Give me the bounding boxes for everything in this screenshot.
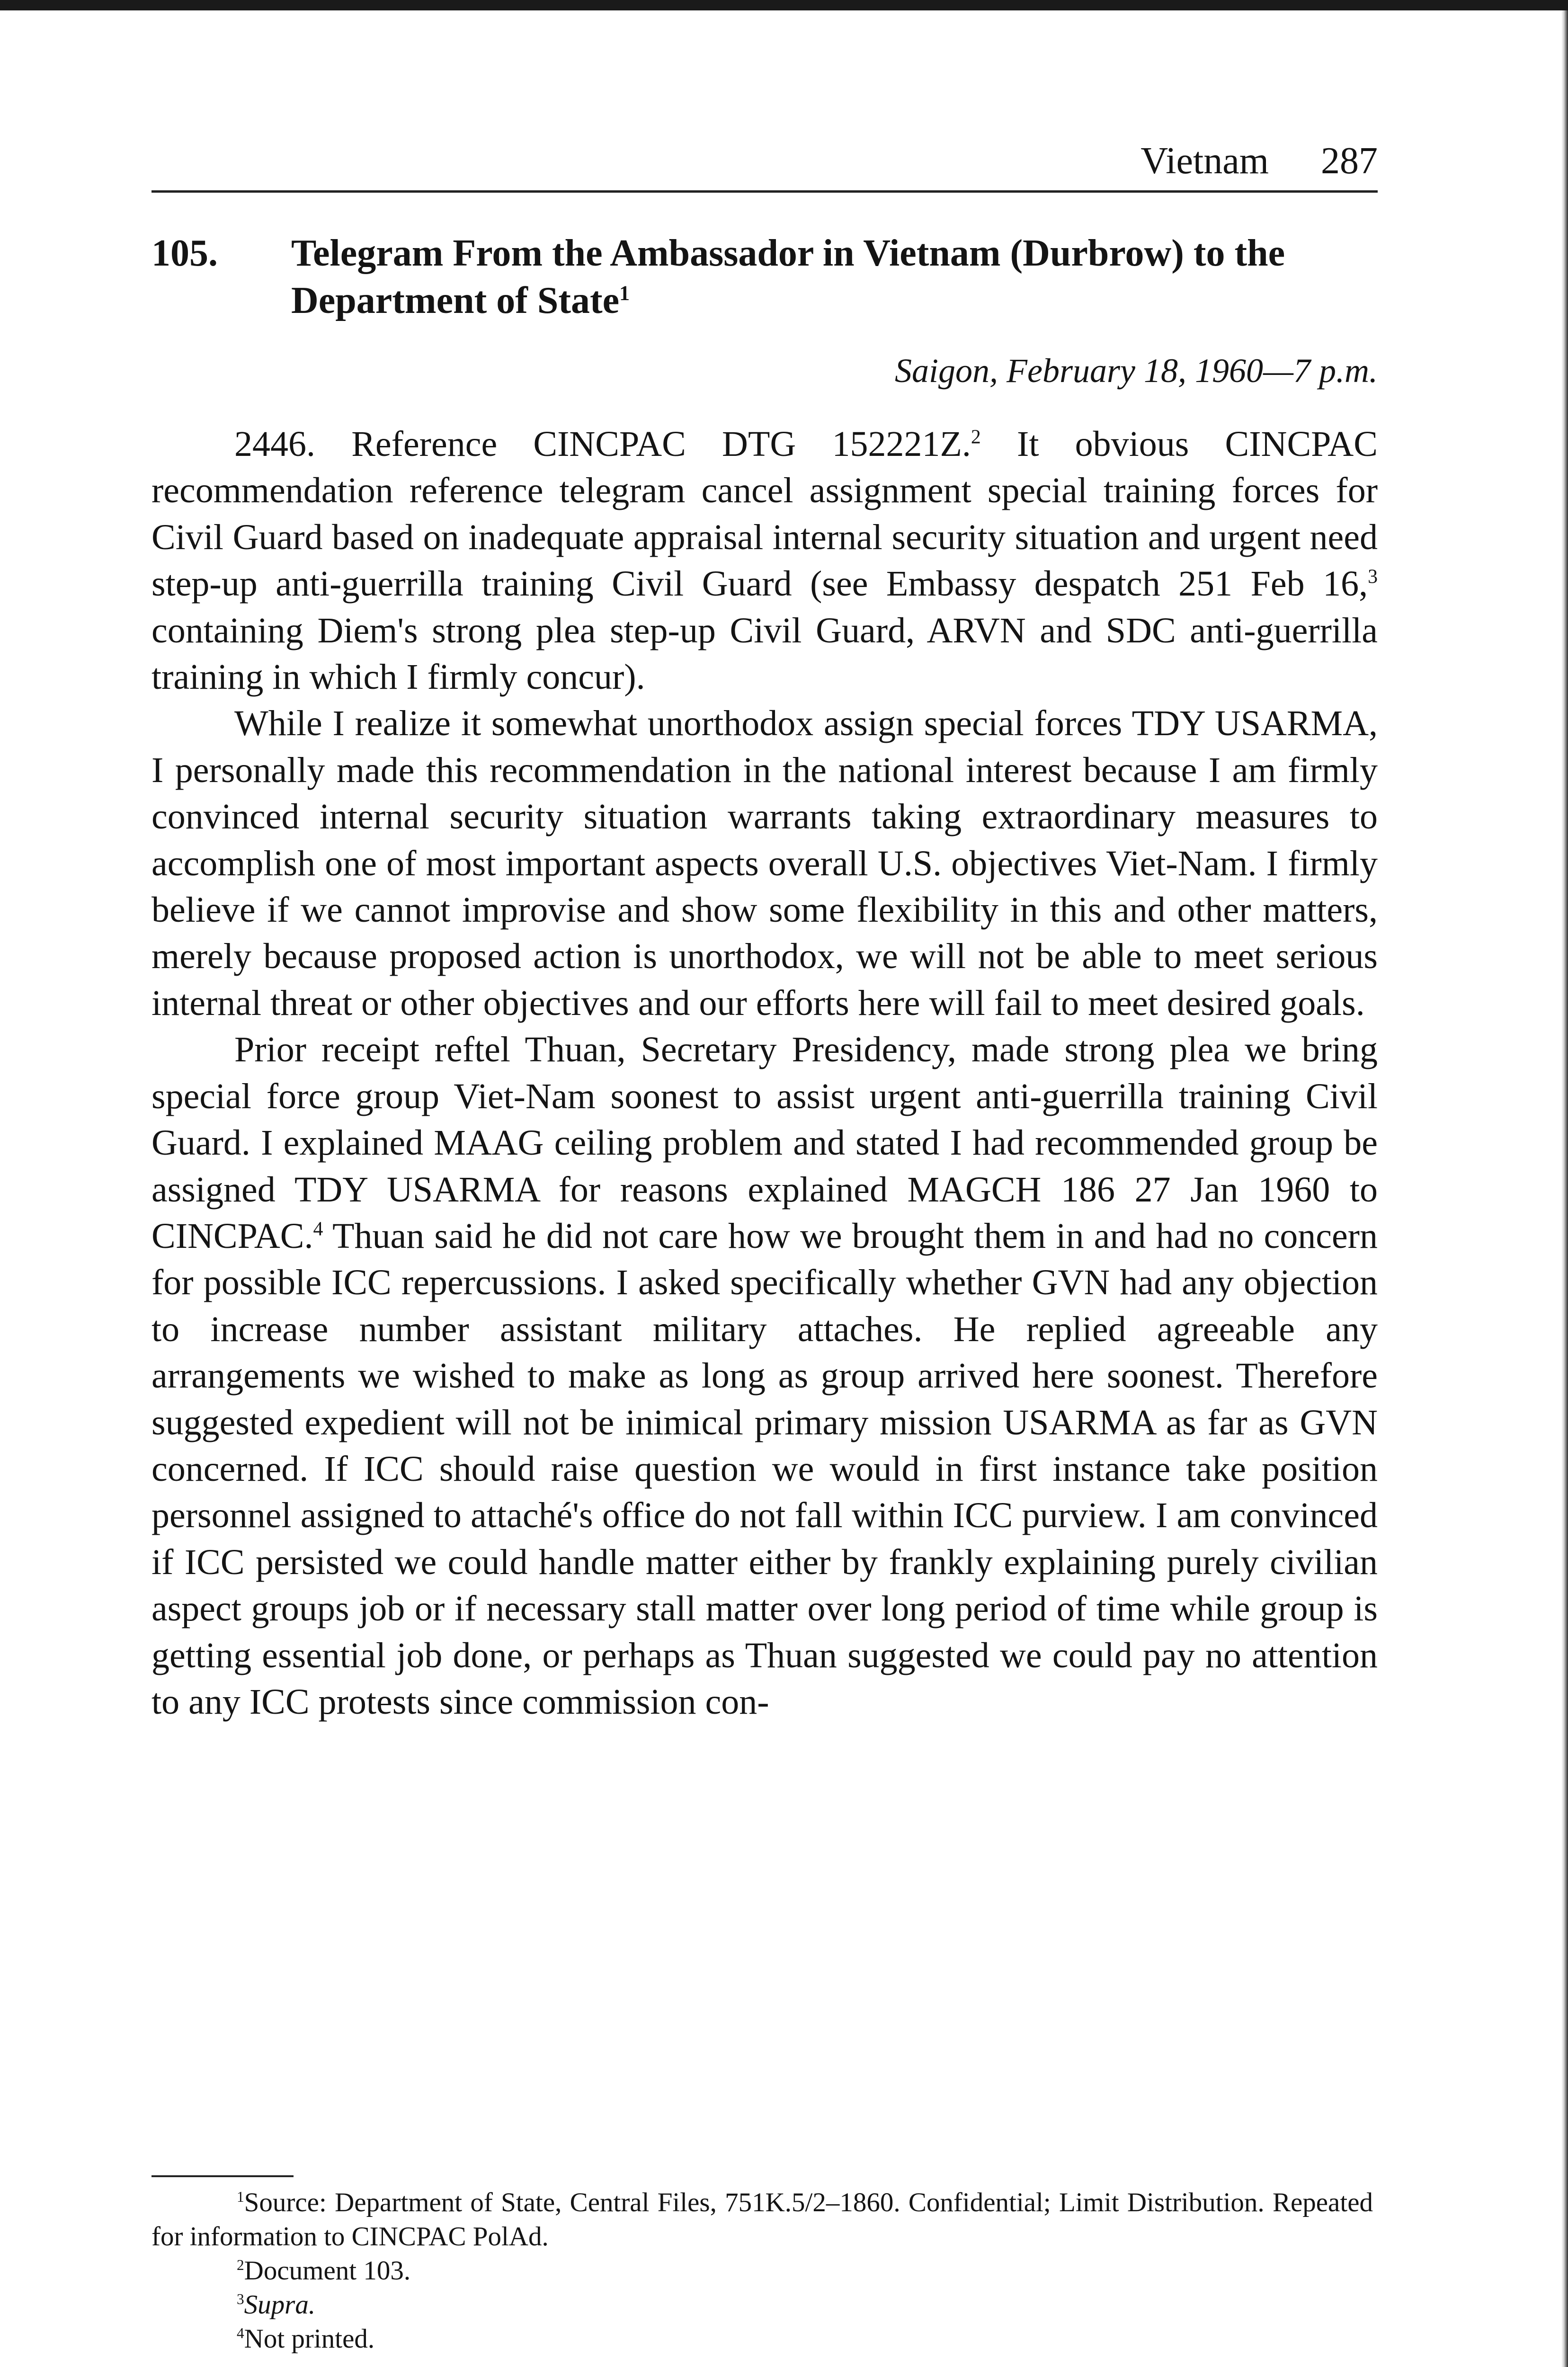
paragraph-1-text-b: It obvious CINCPAC recommendation reference telegram cancel assignment special training forces for Civil Guard based on inadequate appraisal internal security situation and urgent need step-up anti-guerrilla training Civil Guard (see Embassy despatch 251 Feb 16, <box>151 424 1378 604</box>
paragraph-1 <box>151 421 1378 700</box>
paragraph-3-text-a: Prior receipt reftel Thuan, Secretary Presidency, made strong plea we bring special force group Viet-Nam soonest to assist urgent anti-guerrilla training Civil Guard. I explained MAAG ceiling problem and stated I had recommended group be assigned TDY USARMA for reasons explained MAGCH 186 27 Jan 1960 to CINCPAC. <box>151 1030 1378 1256</box>
telegram-body <box>151 421 1378 1725</box>
document-number: 105. <box>151 232 218 274</box>
document-page <box>151 142 1378 1725</box>
document-heading <box>151 230 1378 324</box>
dateline: Saigon, February 18, 1960—7 p.m. <box>895 352 1378 390</box>
footnote-4 <box>151 2322 1373 2356</box>
scan-right-edge <box>1561 10 1568 2367</box>
page-number: 287 <box>1321 140 1378 182</box>
paragraph-1-text-c: containing Diem's strong plea step-up Civil Guard, ARVN and SDC anti-guerrilla training in which I firmly concur). <box>151 610 1378 697</box>
paragraph-1-text-a: 2446. Reference CINCPAC DTG 152221Z. <box>234 424 971 464</box>
paragraph-2: While I realize it somewhat unorthodox assign special forces TDY USARMA, I personally made this recommendation in the national interest because I am firmly convinced internal security situation warrants taking extraordinary measures to accomplish one of most important aspects overall U.S. objectives Viet-Nam. I firmly believe if we cannot improvise and show some flexibility in this and other matters, merely because proposed action is unorthodox, we will not be able to meet serious internal threat or other objectives and our efforts here will fail to meet desired goals. <box>151 703 1378 1023</box>
footnote-4-marker: 4 <box>237 2325 244 2341</box>
footnote-2-marker: 2 <box>237 2257 244 2273</box>
paragraph-3-text-b: Thuan said he did not care how we brought them in and had no concern for possible ICC repercussions. I asked specifically whether GVN had any objection to increase number assistant military attaches. He replied agreeable any arrangements we wished to make as long as group arrived here soonest. Therefore suggested expedient will not be inimical primary mission USARMA as far as GVN concerned. If ICC should raise question we would in first instance take position personnel assigned to attaché's office do not fall within ICC purview. I am convinced if ICC persisted we could handle matter either by frankly explaining purely civilian aspect groups job or if necessary stall matter over long period of time while group is getting essential job done, or perhaps as Thuan suggested we could pay no attention to any ICC protests since commission con- <box>151 1216 1378 1722</box>
footnote-2-text: Document 103. <box>244 2256 411 2286</box>
footnotes <box>151 2175 1373 2356</box>
footnote-rule <box>151 2175 294 2177</box>
footnote-ref-2: 2 <box>971 426 981 448</box>
footnote-4-text: Not printed. <box>244 2324 375 2354</box>
footnote-ref-1: 1 <box>619 281 630 305</box>
footnote-3 <box>151 2288 1373 2322</box>
footnote-ref-3: 3 <box>1368 566 1378 588</box>
running-head-title: Vietnam <box>1140 140 1269 182</box>
footnote-1-marker: 1 <box>237 2189 244 2205</box>
document-title <box>291 230 1378 324</box>
footnote-3-text: Supra. <box>244 2290 316 2320</box>
paragraph-3 <box>151 1026 1378 1725</box>
document-title-text: Telegram From the Ambassador in Vietnam (Durbrow) to the Department of State <box>291 232 1285 321</box>
footnote-1-text: Source: Department of State, Central Files, 751K.5/2–1860. Confidential; Limit Distribution. Repeated for information to CINCPAC PolAd. <box>151 2188 1373 2251</box>
footnote-1 <box>151 2186 1373 2254</box>
running-head <box>151 142 1378 193</box>
footnote-3-marker: 3 <box>237 2291 244 2307</box>
footnote-2 <box>151 2254 1373 2288</box>
footnote-ref-4: 4 <box>313 1218 323 1240</box>
scan-top-border <box>0 0 1568 10</box>
